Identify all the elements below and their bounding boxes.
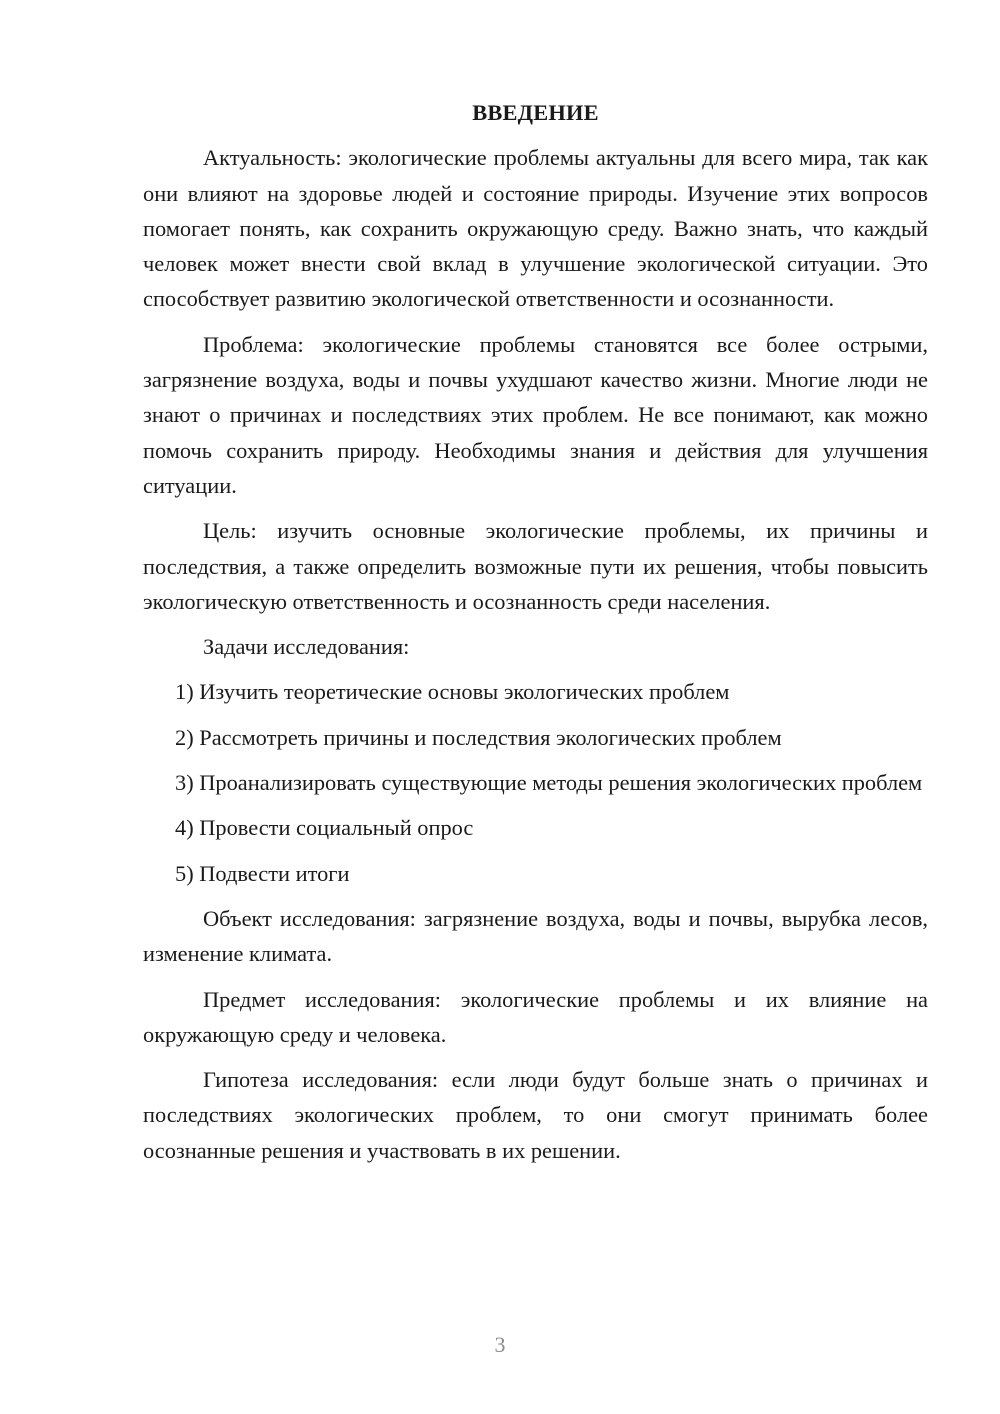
task-item-1: 1) Изучить теоретические основы экологических проблем <box>175 679 730 705</box>
goal-paragraph: Цель: изучить основные экологические проблемы, их причины и последствия, а также определить возможные пути их решения, чтобы повысить экологическую ответственность и осознанность среди населения. <box>143 518 928 614</box>
page-number: 3 <box>494 1332 506 1357</box>
object-paragraph: Объект исследования: загрязнение воздуха, воды и почвы, вырубка лесов, изменение климата. <box>143 905 928 967</box>
subject-paragraph: Предмет исследования: экологические проблемы и их влияние на окружающую среду и человека. <box>143 986 928 1047</box>
task-item-5: 5) Подвести итоги <box>175 860 350 886</box>
problem-paragraph: Проблема: экологические проблемы становятся все более острыми, загрязнение воздуха, воды и почвы ухудшают качество жизни. Многие люди не знают о причинах и последствиях этих проблем. Не все понимают, как можно помочь сохранить природу. Необходимы знания и действия для улучшения ситуации. <box>143 331 928 498</box>
page-title: ВВЕДЕНИЕ <box>472 100 599 125</box>
relevance-paragraph: Актуальность: экологические проблемы актуальны для всего мира, так как они влияют на здоровье людей и состояние природы. Изучение этих вопросов помогает понять, как сохранить окружающую среду. Важно знать, что каждый человек может внести свой вклад в улучшение экологической ситуации. Это способствует развитию экологической ответственности и осознанности. <box>143 145 928 312</box>
hypothesis-paragraph: Гипотеза исследования: если люди будут больше знать о причинах и последствиях экологических проблем, то они смогут принимать более осознанные решения и участвовать в их решении. <box>143 1067 928 1163</box>
task-item-4: 4) Провести социальный опрос <box>175 815 474 841</box>
tasks-heading: Задачи исследования: <box>203 634 410 660</box>
task-item-3: 3) Проанализировать существующие методы решения экологических проблем <box>175 770 923 796</box>
task-item-2: 2) Рассмотреть причины и последствия экологических проблем <box>175 724 782 750</box>
page-content <box>143 95 928 1178</box>
